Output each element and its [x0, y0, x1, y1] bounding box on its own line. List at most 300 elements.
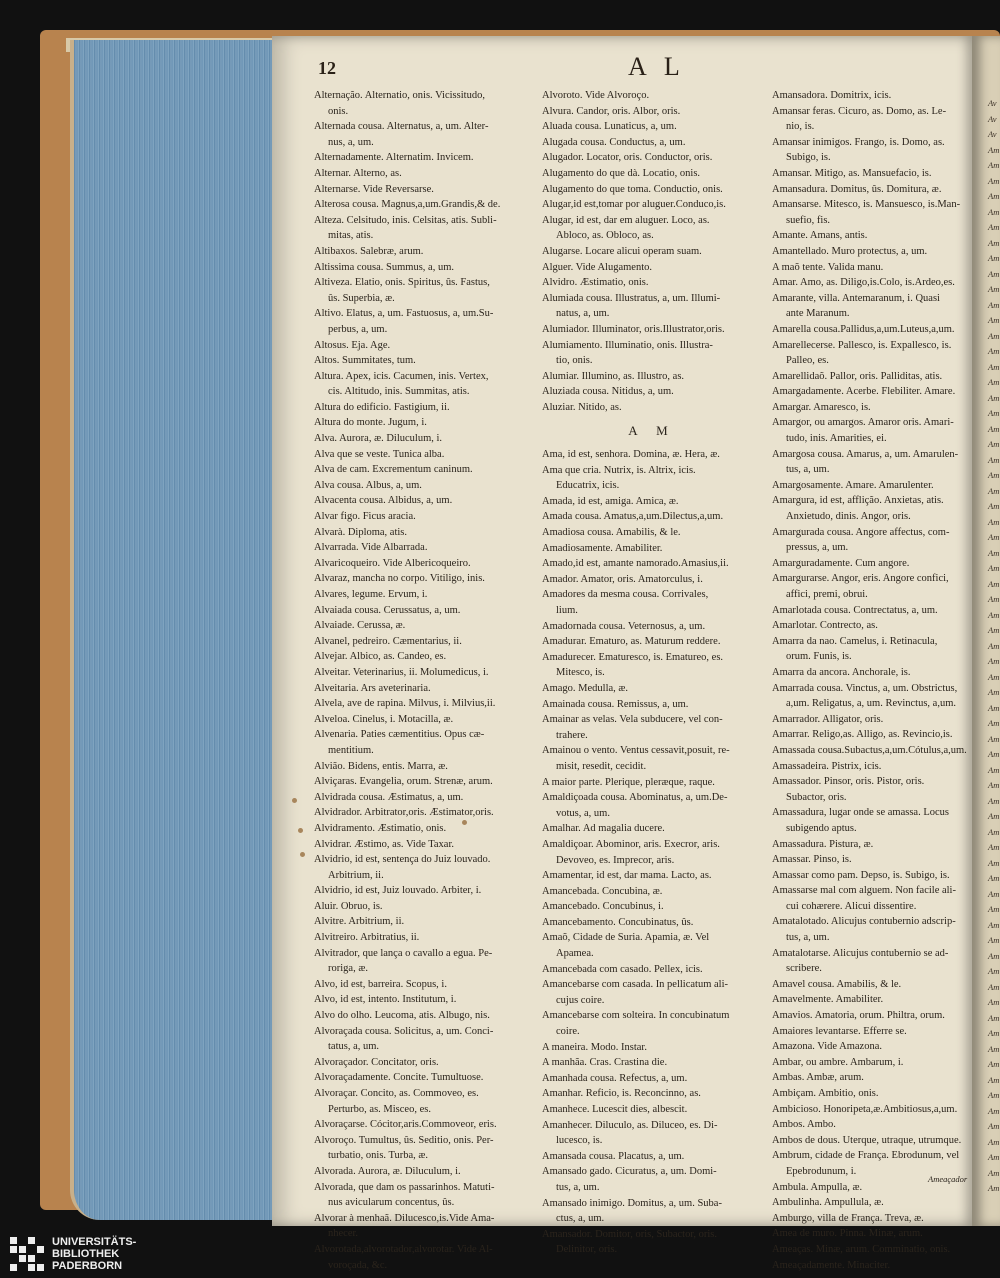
edge-fragment: Am — [988, 935, 1000, 945]
dictionary-entry: Amadurar. Ematuro, as. Maturum reddere. — [542, 636, 721, 648]
entry-continuation: Devoveo, es. Imprecor, aris. — [556, 854, 675, 866]
dictionary-entry: Alvar figo. Ficus aracia. — [314, 511, 416, 523]
dictionary-entry: Ambos. Ambo. — [772, 1119, 836, 1131]
dictionary-entry: Alvidrador. Arbitrator,oris. Æstimator,oris. — [314, 807, 494, 819]
edge-fragment: Am — [988, 160, 1000, 170]
edge-fragment: Am — [988, 656, 1000, 666]
dictionary-entry: Alvoraçar. Concito, as. Commoveo, es. — [314, 1088, 479, 1099]
dictionary-entry: Alvitrador, que lança o cavallo a egua. Pe- — [314, 947, 493, 959]
dictionary-entry: Altibaxos. Salebræ, arum. — [314, 245, 424, 257]
edge-fragment: Am — [988, 687, 1000, 697]
dictionary-entry: A maior parte. Plerique, pleræque, raque. — [542, 776, 715, 788]
page-number: 12 — [318, 58, 336, 78]
entry-continuation: affici, premi, obrui. — [786, 589, 868, 600]
dictionary-entry: Amansador. Domitor, oris, Subactor, oris. — [542, 1228, 718, 1240]
edge-fragment: Am — [988, 1136, 1000, 1147]
dictionary-entry: Amador. Amator, oris. Amatorculus, i. — [542, 573, 703, 585]
dictionary-entry: Amada cousa. Amatus,a,um.Dilectus,a,um. — [542, 511, 724, 523]
entry-continuation: tus, a, um. — [786, 932, 830, 944]
entry-continuation: subigendo aptus. — [786, 822, 857, 834]
entry-continuation: nio, is. — [786, 121, 815, 133]
entry-continuation: natus, a, um. — [556, 308, 610, 320]
edge-fragment: Am — [988, 1059, 1000, 1069]
column-3 — [772, 88, 972, 1273]
dictionary-entry: Altivo. Elatus, a, um. Fastuosus, a, um.Su- — [314, 308, 494, 320]
dictionary-entry: Amado,id est, amante namorado.Amasius,ii. — [542, 558, 729, 570]
edge-fragment: Am — [988, 1074, 1000, 1085]
dictionary-entry: Alva de cam. Excrementum caninum. — [314, 464, 473, 476]
dictionary-entry: Alva que se veste. Tunica alba. — [314, 448, 445, 460]
dictionary-entry: A maõ tente. Valida manu. — [772, 261, 884, 273]
edge-fragment: Am — [988, 811, 1000, 821]
dictionary-entry: Alvela, ave de rapina. Milvus, i. Milvius,ii. — [314, 698, 496, 710]
edge-fragment: Am — [988, 1152, 1000, 1162]
dictionary-entry: Amanhecer. Diluculo, as. Diluceo, es. Di- — [542, 1119, 718, 1131]
dictionary-entry: Alvacenta cousa. Albidus, a, um. — [314, 495, 453, 507]
edge-fragment: Am — [988, 361, 1000, 372]
dictionary-entry: Altura. Apex, icis. Cacumen, inis. Vertex, — [314, 370, 489, 382]
dictionary-entry: Alvaricoqueiro. Vide Albericoqueiro. — [314, 557, 471, 569]
dictionary-entry: Amadores da mesma cousa. Corrivales, — [542, 589, 709, 601]
dictionary-entry: Alviçaras. Evangelia, orum. Strenæ, arum. — [314, 776, 493, 788]
edge-fragment: Am — [988, 1105, 1000, 1116]
dictionary-entry: Alveitar. Veterinarius, ii. Molumedicus, i. — [314, 666, 489, 678]
edge-fragment: Am — [988, 873, 1000, 883]
dictionary-entry: Alvarrada. Vide Albarrada. — [314, 542, 428, 554]
dictionary-entry: Alterosa cousa. Magnus,a,um.Grandis,& de. — [314, 199, 501, 211]
entry-continuation: Abloco, as. Obloco, as. — [556, 230, 654, 242]
dictionary-entry: Alugamento do que toma. Conductio, onis. — [542, 183, 723, 195]
edge-fragment: Av — [988, 113, 997, 124]
dictionary-entry: Altissima cousa. Summus, a, um. — [314, 261, 454, 273]
entry-continuation: trahere. — [556, 729, 588, 741]
dictionary-entry: Amargadamente. Acerbe. Flebiliter. Amare. — [772, 386, 956, 398]
dictionary-entry: Amancebarse com casada. In pellicatum ali- — [542, 979, 728, 991]
dictionary-entry: Alvejar. Albico, as. Candeo, es. — [314, 651, 447, 663]
dictionary-entry: Alvidrar. Æstimo, as. Vide Taxar. — [314, 838, 454, 850]
column-2 — [542, 88, 762, 1258]
running-head: A L — [628, 52, 686, 81]
dictionary-entry: Amatalotarse. Alicujus contubernio se ad- — [772, 947, 949, 959]
dictionary-entry: Alvidramento. Æstimatio, onis. — [314, 822, 447, 834]
edge-fragment: Am — [988, 1043, 1000, 1054]
entry-continuation: onis. — [328, 105, 349, 117]
dictionary-entry: Alvorada, que dam os passarinhos. Matuti- — [314, 1181, 495, 1193]
dictionary-entry: Amancebada com casado. Pellex, icis. — [542, 963, 703, 975]
edge-fragment: Av — [988, 98, 997, 108]
dictionary-entry: Alvaiada cousa. Cerussatus, a, um. — [314, 604, 461, 616]
edge-fragment: Av — [988, 129, 997, 139]
edge-fragment: Am — [988, 904, 1000, 914]
dictionary-entry: Amarra da nao. Camelus, i. Retinacula, — [772, 635, 938, 647]
dictionary-entry: A maneira. Modo. Instar. — [542, 1041, 647, 1053]
dictionary-entry: Alvoraçadamente. Concite. Tumultuose. — [314, 1072, 484, 1084]
dictionary-entry: Alvitre. Arbitrium, ii. — [314, 916, 405, 928]
dictionary-entry: Alugada cousa. Conductus, a, um. — [542, 136, 686, 148]
catchword: Ameaçador — [928, 1174, 968, 1184]
edge-fragment: Am — [988, 919, 1000, 930]
entry-continuation: scribere. — [786, 963, 822, 975]
dictionary-entry: Alvarà. Diploma, atis. — [314, 526, 408, 538]
dictionary-entry: Ambar, ou ambre. Ambarum, i. — [772, 1056, 904, 1068]
edge-fragment: Am — [988, 733, 1000, 744]
edge-fragment: Am — [988, 1167, 1000, 1178]
entry-continuation: nus avicularum concentus, ûs. — [328, 1197, 455, 1209]
edge-fragment: Am — [988, 749, 1000, 759]
dictionary-entry: Amarante, villa. Antemaranum, i. Quasi — [772, 292, 940, 304]
dictionary-entry: A manhãa. Cras. Crastina die. — [542, 1057, 668, 1069]
edge-fragment: Am — [988, 392, 1000, 403]
entry-continuation: cujus coire. — [556, 994, 605, 1006]
entry-continuation: turbatio, onis. Turba, æ. — [328, 1150, 429, 1162]
dictionary-entry: Alva cousa. Albus, a, um. — [314, 479, 422, 491]
dictionary-entry: Alguer. Vide Alugamento. — [542, 261, 652, 273]
entry-continuation: Delinitor, oris. — [556, 1244, 618, 1256]
dictionary-entry: Amaldiçoada cousa. Abominatus, a, um.De- — [542, 792, 728, 804]
dictionary-entry: Altura do edificio. Fastigium, ii. — [314, 401, 450, 413]
dictionary-entry: Alteza. Celsitudo, inis. Celsitas, atis. Subli- — [314, 214, 497, 226]
dictionary-entry: Amassar como pam. Depso, is. Subigo, is. — [772, 869, 950, 881]
edge-fragment: Am — [988, 315, 1000, 325]
entry-continuation: Educatrix, icis. — [556, 480, 620, 492]
dictionary-entry: Alvorar à menhaã. Dilucesco,is.Vide Ama- — [314, 1212, 495, 1224]
dictionary-entry: Ambulinha. Ampullula, æ. — [772, 1197, 884, 1209]
dictionary-entry: Alugarse. Locare alicui operam suam. — [542, 245, 702, 257]
dictionary-entry: Altura do monte. Jugum, i. — [314, 417, 427, 429]
edge-fragment: Am — [988, 718, 1000, 728]
entry-continuation: lucesco, is. — [556, 1135, 603, 1147]
dictionary-entry: Amante. Amans, antis. — [772, 230, 868, 242]
fore-edge — [70, 40, 274, 1220]
logo-line: BIBLIOTHEK — [52, 1248, 120, 1260]
entry-continuation: perbus, a, um. — [328, 323, 388, 335]
edge-fragment: Am — [988, 330, 1000, 341]
dictionary-entry: Ambos de dous. Uterque, utraque, utrumque. — [772, 1134, 962, 1146]
dictionary-entry: Amavel cousa. Amabilis, & le. — [772, 978, 902, 990]
dictionary-entry: Amadornada cousa. Veternosus, a, um. — [542, 620, 706, 632]
dictionary-entry: Amaõ, Cidade de Suria. Apamia, æ. Vel — [542, 932, 710, 944]
dictionary-entry: Amarellidaõ. Pallor, oris. Palliditas, atis. — [772, 370, 943, 382]
edge-fragment: Am — [988, 253, 1000, 263]
entry-continuation: nhecer. — [328, 1228, 359, 1240]
entry-continuation: votus, a, um. — [556, 807, 610, 819]
dictionary-entry: Amarlotada cousa. Contrectatus, a, um. — [772, 604, 938, 616]
dictionary-entry: Ambula. Ampulla, æ. — [772, 1181, 863, 1193]
dictionary-entry: Amago. Medulla, æ. — [542, 682, 629, 694]
edge-fragment: Am — [988, 1090, 1000, 1100]
dictionary-entry: Amantellado. Muro protectus, a, um. — [772, 245, 928, 257]
edge-fragment: Am — [988, 826, 1000, 837]
dictionary-entry: Alvoroto. Vide Alvoroço. — [542, 90, 650, 101]
entry-continuation: roriga, æ. — [328, 963, 368, 975]
logo-text — [52, 1236, 136, 1272]
entry-continuation: misit, resedit, cecidit. — [556, 760, 647, 772]
dictionary-entry: Altosus. Eja. Age. — [314, 339, 391, 351]
logo-line: UNIVERSITÄTS- — [52, 1236, 137, 1248]
edge-fragment: Am — [988, 671, 1000, 682]
entry-continuation: Palleo, es. — [786, 355, 829, 367]
worm-hole — [300, 852, 305, 857]
dictionary-entry: Amassadura, lugar onde se amassa. Locus — [772, 807, 949, 819]
edge-fragment: Am — [988, 1012, 1000, 1023]
next-page-edge — [972, 36, 1000, 1226]
dictionary-entry: Amassador. Pinsor, oris. Pistor, oris. — [772, 776, 925, 788]
entry-continuation: Epebrodunum, i. — [786, 1165, 857, 1177]
dictionary-entry: Amarrador. Alligator, oris. — [772, 713, 884, 725]
entry-continuation: orum. Funis, is. — [786, 651, 852, 663]
edge-fragment: Am — [988, 268, 1000, 279]
dictionary-entry: Alvião. Bidens, entis. Marra, æ. — [314, 760, 448, 772]
entry-continuation: pressus, a, um. — [786, 542, 849, 554]
entry-continuation: tio, onis. — [556, 355, 593, 367]
edge-fragment: Am — [988, 950, 1000, 961]
edge-fragment: Am — [988, 299, 1000, 310]
dictionary-entry: Amansadora. Domitrix, icis. — [772, 90, 892, 101]
dictionary-entry: Ama, id est, senhora. Domina, æ. Hera, æ. — [542, 449, 720, 461]
edge-fragment: Am — [988, 222, 1000, 232]
entry-continuation: cui cohærere. Alicui dissentire. — [786, 900, 917, 912]
edge-fragment: Am — [988, 888, 1000, 899]
dictionary-entry: Amargurarse. Angor, eris. Angore confici, — [772, 573, 949, 585]
dictionary-entry: Ameaçadamente. Minaciter. — [772, 1259, 891, 1271]
edge-fragment: Am — [988, 346, 1000, 356]
dictionary-entry: Alternação. Alternatio, onis. Vicissitudo, — [314, 90, 485, 101]
dictionary-entry: Altos. Summitates, tum. — [314, 355, 416, 367]
dictionary-entry: Ambiçam. Ambitio, onis. — [772, 1088, 879, 1099]
entry-continuation: nus, a, um. — [328, 136, 374, 148]
dictionary-entry: Amamentar, id est, dar mama. Lacto, as. — [542, 870, 712, 882]
edge-fragment: Am — [988, 516, 1000, 527]
edge-fragment: Am — [988, 454, 1000, 465]
edge-fragment: Am — [988, 1183, 1000, 1193]
dictionary-entry: Alumiamento. Illuminatio, onis. Illustra- — [542, 339, 713, 351]
entry-continuation: mentitium. — [328, 744, 374, 756]
dictionary-entry: Amansar inimigos. Frango, is. Domo, as. — [772, 136, 945, 148]
dictionary-entry: Alvanel, pedreiro. Cæmentarius, ii. — [314, 635, 462, 647]
edge-fragment: Am — [988, 764, 1000, 775]
dictionary-entry: Amarellecerse. Pallesco, is. Expallesco, is. — [772, 339, 952, 351]
dictionary-entry: Amansar feras. Cicuro, as. Domo, as. Le- — [772, 105, 947, 117]
dictionary-entry: Amansar. Mitigo, as. Mansuefacio, is. — [772, 167, 932, 179]
edge-fragment: Am — [988, 1121, 1000, 1131]
edge-fragment: Am — [988, 408, 1000, 418]
edge-fragment: Am — [988, 501, 1000, 511]
dictionary-entry: Amazona. Vide Amazona. — [772, 1041, 882, 1053]
edge-fragment: Am — [988, 563, 1000, 573]
dictionary-entry: Amainou o vento. Ventus cessavit,posuit, re- — [542, 745, 730, 757]
dictionary-entry: Amassar. Pinso, is. — [772, 854, 852, 866]
dictionary-entry: Amada, id est, amiga. Amica, æ. — [542, 495, 679, 507]
dictionary-entry: Alveitaria. Ars aveterinaria. — [314, 682, 431, 694]
dictionary-entry: Amanhar. Reficio, is. Reconcinno, as. — [542, 1088, 701, 1100]
dictionary-entry: Amadurecer. Ematuresco, is. Ematureo, es. — [542, 651, 724, 663]
entry-continuation: a,um. Religatus, a, um. Revinctus, a,um. — [786, 698, 957, 710]
entry-continuation: ctus, a, um. — [556, 1213, 605, 1225]
dictionary-entry: Amansada cousa. Placatus, a, um. — [542, 1150, 685, 1162]
dictionary-entry: Amavelmente. Amabiliter. — [772, 994, 884, 1006]
dictionary-entry: Alvenaria. Paties cæmentitius. Opus cæ- — [314, 729, 485, 741]
dictionary-entry: Alvidrio, id est, sentença do Juiz louvado. — [314, 854, 491, 866]
dictionary-entry: Alvares, legume. Ervum, i. — [314, 589, 428, 600]
edge-fragment: Am — [988, 609, 1000, 620]
dictionary-entry: Amancebarse com solteira. In concubinatum — [542, 1010, 730, 1022]
edge-fragment: Am — [988, 377, 1000, 387]
entry-continuation: tus, a, um. — [786, 464, 830, 476]
entry-continuation: lium. — [556, 605, 578, 616]
entry-continuation: Anxietudo, dinis. Angor, oris. — [786, 511, 911, 523]
dictionary-entry: Alva. Aurora, æ. Diluculum, i. — [314, 433, 443, 445]
dictionary-entry: Amargurada cousa. Angore affectus, com- — [772, 526, 950, 538]
section-heading: A M — [628, 423, 676, 439]
entry-continuation: Arbitrium, ii. — [328, 869, 384, 881]
dictionary-entry: Ama que cria. Nutrix, is. Altrix, icis. — [542, 464, 696, 476]
library-logo — [10, 1236, 136, 1272]
dictionary-entry: Amassadura. Pistura, æ. — [772, 838, 874, 850]
dictionary-entry: Amassarse mal com alguem. Non facile ali- — [772, 885, 956, 897]
dictionary-entry: Amargosamente. Amare. Amarulenter. — [772, 479, 934, 491]
dictionary-entry: Alvoraçarse. Cócitor,aris.Commoveor, eris. — [314, 1119, 497, 1131]
edge-fragment: Am — [988, 237, 1000, 248]
logo-line: PADERBORN — [52, 1260, 123, 1272]
dictionary-entry: Amansado inimigo. Domitus, a, um. Suba- — [542, 1197, 722, 1209]
dictionary-entry: Amansado gado. Cicuratus, a, um. Domi- — [542, 1166, 717, 1178]
edge-fragment: Am — [988, 857, 1000, 868]
dictionary-entry: Amargura, id est, afflição. Anxietas, atis. — [772, 495, 944, 507]
dictionary-entry: Alvidro. Æstimatio, onis. — [542, 277, 649, 289]
dictionary-entry: Alvoraçada cousa. Solicitus, a, um. Conci- — [314, 1025, 494, 1037]
edge-fragment: Am — [988, 1028, 1000, 1038]
entry-continuation: Mitesco, is. — [556, 667, 605, 679]
dictionary-entry: Alvorada. Aurora, æ. Diluculum, i. — [314, 1165, 461, 1177]
dictionary-entry: Amancebado. Concubinus, i. — [542, 901, 664, 913]
dictionary-entry: Amalhar. Ad magalia ducere. — [542, 823, 665, 835]
dictionary-entry: Amancebamento. Concubinatus, ûs. — [542, 916, 694, 928]
dictionary-entry: Amansarse. Mitesco, is. Mansuesco, is.Man- — [772, 199, 961, 211]
logo-mark-icon — [10, 1237, 44, 1271]
dictionary-entry: Amaldiçoar. Abominor, aris. Execror, aris. — [542, 838, 720, 850]
edge-fragment: Am — [988, 795, 1000, 806]
entry-continuation: ante Maranum. — [786, 308, 850, 320]
entry-continuation: suefio, fis. — [786, 214, 831, 226]
dictionary-entry: Amanhece. Lucescit dies, albescit. — [542, 1104, 688, 1115]
dictionary-entry: Alvitreiro. Arbitratius, ii. — [314, 932, 420, 944]
dictionary-entry: Alugamento do que dà. Locatio, onis. — [542, 167, 701, 179]
edge-fragment: Am — [988, 997, 1000, 1007]
dictionary-entry: Altiveza. Elatio, onis. Spiritus, ûs. Fastus, — [314, 277, 490, 289]
dictionary-entry: Aluada cousa. Lunaticus, a, um. — [542, 121, 677, 133]
entry-continuation: tatus, a, um. — [328, 1041, 380, 1053]
entry-continuation: tudo, inis. Amarities, ei. — [786, 433, 887, 445]
worm-hole — [462, 820, 467, 825]
dictionary-entry: Alternada cousa. Alternatus, a, um. Alter- — [314, 121, 489, 133]
dictionary-entry: Ameaças. Minæ, arum. Comminatio, onis. — [772, 1243, 951, 1255]
dictionary-entry: Alvorotada,alvorotador,alvorotar. Vide Al- — [314, 1243, 493, 1255]
entry-continuation: Perturbo, as. Misceo, es. — [328, 1103, 431, 1115]
dictionary-entry: Amavios. Amatoria, orum. Philtra, orum. — [772, 1010, 945, 1022]
entry-continuation: voroçada, &c. — [328, 1259, 388, 1271]
dictionary-entry: Alumiador. Illuminator, oris.Illustrator,oris. — [542, 323, 725, 335]
edge-fragment: Am — [988, 594, 1000, 604]
edge-fragment: Am — [988, 640, 1000, 651]
edge-fragment: Am — [988, 439, 1000, 449]
dictionary-entry: Aluziar. Nitido, as. — [542, 401, 622, 413]
edge-fragment: Am — [988, 470, 1000, 480]
edge-fragment: Am — [988, 175, 1000, 186]
edge-fragment: Am — [988, 423, 1000, 434]
edge-fragment: Am — [988, 206, 1000, 217]
dictionary-entry: Amburgo, villa de França. Treva, æ. — [772, 1212, 924, 1224]
edge-fragment: Am — [988, 625, 1000, 635]
entry-continuation: tus, a, um. — [556, 1181, 600, 1193]
dictionary-entry: Alumiar. Illumino, as. Illustro, as. — [542, 370, 685, 382]
edge-fragment: Am — [988, 702, 1000, 713]
dictionary-entry: Amainada cousa. Remissus, a, um. — [542, 698, 689, 710]
dictionary-entry: Ambicioso. Honoripeta,æ.Ambitiosus,a,um. — [772, 1103, 958, 1115]
dictionary-entry: Amassada cousa.Subactus,a,um.Cótulus,a,um. — [772, 744, 967, 756]
dictionary-entry: Alvidrada cousa. Æstimatus, a, um. — [314, 791, 464, 803]
dictionary-entry: Amassadeira. Pistrix, icis. — [772, 760, 882, 772]
entry-continuation: cis. Altitudo, inis. Summitas, atis. — [328, 386, 470, 398]
dictionary-entry: Amancebada. Concubina, æ. — [542, 885, 663, 897]
entry-continuation: Apamea. — [556, 948, 594, 960]
entry-continuation: ûs. Superbia, æ. — [328, 292, 395, 304]
dictionary-entry: Alvaraz, mancha no corpo. Vitiligo, inis. — [314, 573, 485, 585]
dictionary-entry: Alternadamente. Alternatim. Invicem. — [314, 152, 474, 164]
edge-fragment: Am — [988, 578, 1000, 589]
edge-fragment: Am — [988, 842, 1000, 852]
dictionary-entry: Amansadura. Domitus, ûs. Domitura, æ. — [772, 183, 942, 195]
dictionary-entry: Alveloa. Cinelus, i. Motacilla, æ. — [314, 713, 454, 725]
dictionary-entry: Amainar as velas. Vela subducere, vel con- — [542, 714, 723, 726]
dictionary-entry: Ambas. Ambæ, arum. — [772, 1072, 864, 1084]
dictionary-entry: Amarguradamente. Cum angore. — [772, 557, 910, 569]
dictionary-entry: Amargar. Amaresco, is. — [772, 401, 871, 413]
entry-continuation: coire. — [556, 1026, 580, 1038]
edge-fragment: Am — [988, 981, 1000, 992]
entry-continuation: mitas, atis. — [328, 230, 374, 242]
dictionary-entry: Alugar, id est, dar em aluguer. Loco, as. — [542, 214, 710, 226]
column-1 — [314, 88, 532, 1273]
dictionary-entry: Alvo, id est, intento. Institutum, i. — [314, 994, 457, 1006]
dictionary-entry: Amarlotar. Contrecto, as. — [772, 620, 878, 632]
dictionary-entry: Alvoroço. Tumultus, ûs. Seditio, onis. Per- — [314, 1134, 494, 1146]
edge-fragment: Am — [988, 532, 1000, 542]
dictionary-entry: Amaiores levantarse. Efferre se. — [772, 1025, 907, 1037]
dictionary-entry: Alumiada cousa. Illustratus, a, um. Illumi- — [542, 292, 721, 304]
dictionary-entry: Alvidrio, id est, Juiz louvado. Arbiter, i. — [314, 885, 482, 897]
dictionary-entry: Aluir. Obruo, is. — [314, 900, 383, 912]
edge-fragment: Am — [988, 284, 1000, 294]
dictionary-entry: Alvaiade. Cerussa, æ. — [314, 620, 406, 632]
dictionary-entry: Alvo do olho. Leucoma, atis. Albugo, nis. — [314, 1010, 490, 1022]
entry-continuation: Subigo, is. — [786, 152, 831, 164]
dictionary-entry: Alternarse. Vide Reversarse. — [314, 183, 434, 195]
worm-hole — [292, 798, 297, 803]
edge-fragment: Am — [988, 780, 1000, 790]
dictionary-entry: Alugador. Locator, oris. Conductor, oris. — [542, 152, 713, 164]
dictionary-entry: Alvura. Candor, oris. Albor, oris. — [542, 105, 681, 117]
dictionary-entry: Amarrada cousa. Vinctus, a, um. Obstrictus, — [772, 682, 958, 694]
dictionary-entry: Amanhada cousa. Refectus, a, um. — [542, 1072, 688, 1084]
dictionary-entry: Aluziada cousa. Nitidus, a, um. — [542, 386, 674, 398]
edge-fragment: Am — [988, 547, 1000, 558]
edge-fragment: Am — [988, 485, 1000, 496]
edge-fragment: Am — [988, 191, 1000, 201]
worm-hole — [298, 828, 303, 833]
entry-continuation: Subactor, oris. — [786, 791, 847, 803]
dictionary-entry: Amargor, ou amargos. Amaror oris. Amari- — [772, 417, 954, 429]
dictionary-entry: Amarrar. Religo,as. Alligo, as. Revincio,is. — [772, 729, 953, 741]
